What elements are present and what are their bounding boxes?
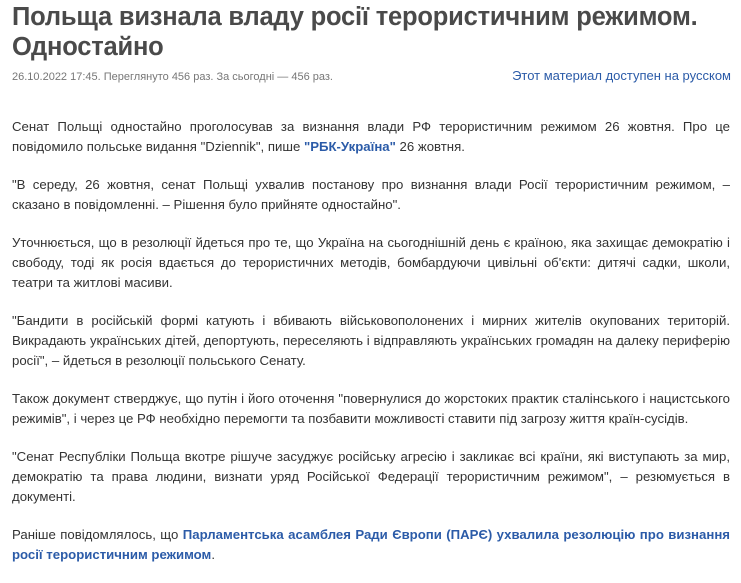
paragraph-7 (12, 525, 730, 565)
article-body (12, 117, 730, 583)
article-meta: 26.10.2022 17:45. Переглянуто 456 раз. За сьогодні — 456 раз. (12, 71, 333, 83)
paragraph-7-tail: . (211, 547, 215, 562)
paragraph-5: Також документ стверджує, що путін і його оточення "повернулися до жорстоких практик сталінського і нацистського режимів", і через це РФ необхідно перемогти та позбавити можливості ставити під загрозу життя країн-сусідів. (12, 391, 730, 426)
paragraph-2: "В середу, 26 жовтня, сенат Польщі ухвалив постанову про визнання влади Росії терористичним режимом, – сказано в повідомленні. – Рішення було прийняте одностайно". (12, 177, 730, 212)
paragraph-7-text: Раніше повідомлялось, що (12, 527, 183, 542)
paragraph-3: Уточнюється, що в резолюції йдеться про те, що Україна на сьогоднішній день є країною, яка захищає демократію і свободу, тоді як росія вдається до терористичних методів, бомбардуючи цивільні об'єкти: дитячі садки, школи, театри та житлові масиви. (12, 235, 730, 290)
related-article-link[interactable]: Парламентська асамблея Ради Європи (ПАРЄ) ухвалила резолюцію про визнання росії терористичним режимом (12, 527, 730, 562)
article-title: Польща визнала владу росії терористичним режимом. Одностайно (12, 3, 698, 61)
russian-version-link[interactable]: Этот материал доступен на русском (512, 68, 731, 83)
source-link-rbc[interactable]: "РБК-Україна" (303, 139, 396, 154)
paragraph-6: "Сенат Республіки Польща вкотре рішуче засуджує російську агресію і закликає всі країни, які виступають за мир, демократію та права людини, визнати уряд Російської Федерації терористичним режимом", – резюмується в документі. (12, 449, 730, 504)
paragraph-1 (12, 117, 730, 157)
paragraph-1-tail: 26 жовтня. (395, 139, 465, 154)
paragraph-1-text: Сенат Польщі одностайно проголосував за визнання влади РФ терористичним режимом 26 жовтня. Про це повідомило польське видання "Dziennik", пише (12, 119, 730, 154)
paragraph-4: "Бандити в російській формі катують і вбивають військовополонених і мирних жителів окупованих територій. Викрадають українських дітей, депортують, переселяють і відправляють українських громадян на далеку периферію росії", – йдеться в резолюції польського Сенату. (12, 313, 730, 368)
